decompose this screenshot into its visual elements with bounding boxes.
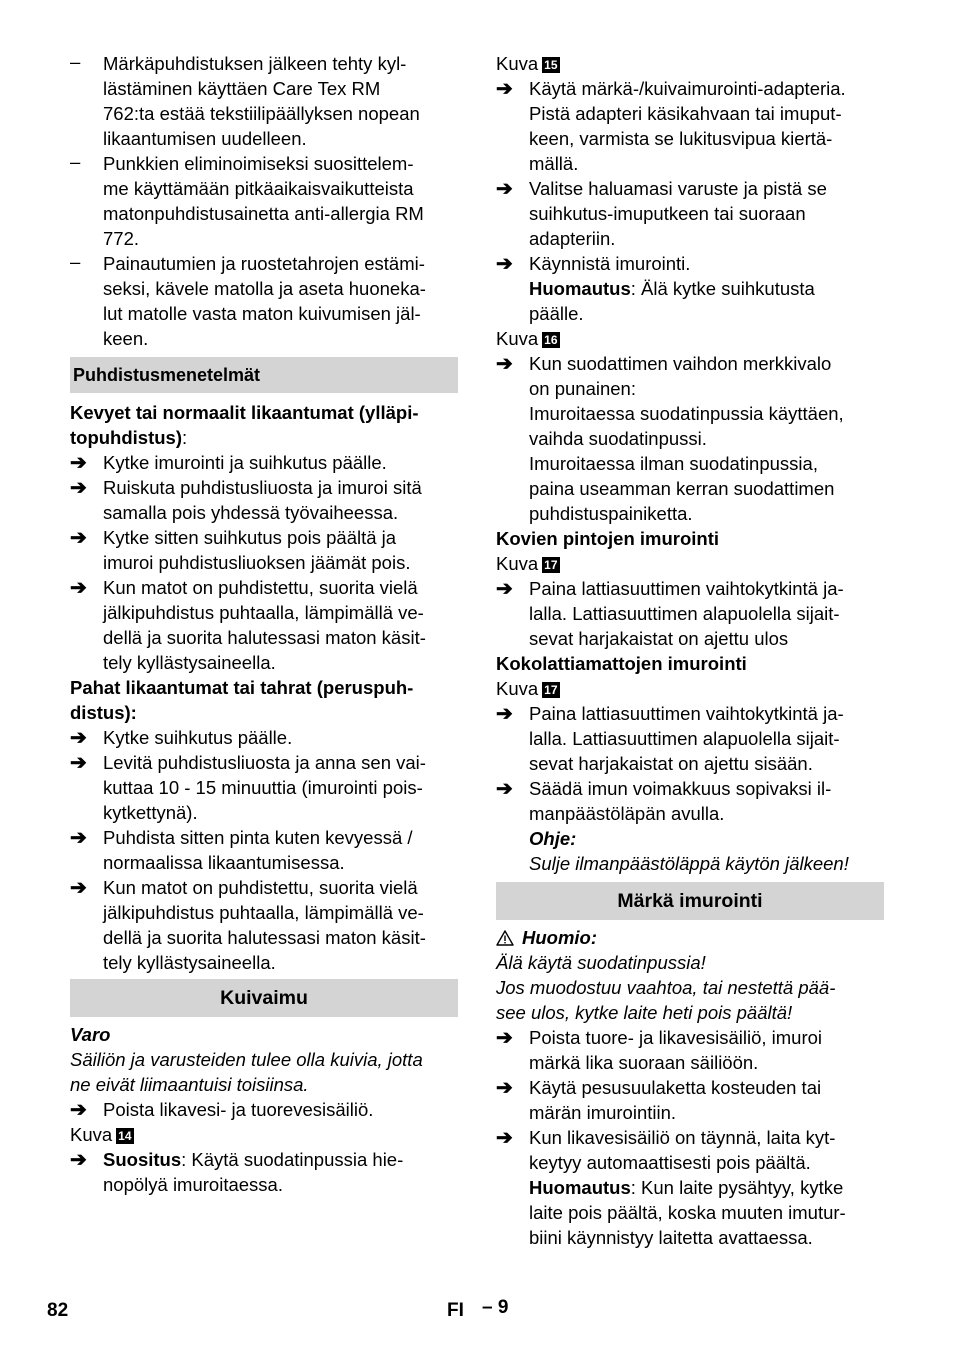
- dash-bullet: –: [70, 151, 81, 172]
- dash-list: [70, 51, 458, 351]
- warning-text: Älä käytä suodatinpussia!: [496, 952, 706, 973]
- figure-number-badge: 17: [544, 558, 558, 572]
- step-item: ➔ Poista tuore- ja likavesisäiliö, imuroi märkä lika suoraan säiliöön.: [496, 1027, 823, 1073]
- light-soiling-heading-cont: topuhdistus):: [70, 427, 188, 448]
- arrow-right-icon: ➔: [496, 778, 513, 800]
- step-item: ➔ Kytke suihkutus päälle.: [70, 727, 293, 749]
- page-number: 82: [47, 1300, 69, 1321]
- section-bar-cleaning-methods: Puhdistusmenetelmät: [70, 357, 458, 393]
- step-item: ➔ Kun suodattimen vaihdon merkkivalo on punainen: Imuroitaessa suodatinpussia käyttäen, vaihda suodatinpussi. Imuroitaessa ilman suodatinpussia, paina useamman kerran suodattimen puhdistuspainiketta.: [496, 353, 844, 524]
- arrow-right-icon: ➔: [496, 1077, 513, 1099]
- arrow-right-icon: ➔: [70, 477, 87, 499]
- warning-text: Jos muodostuu vaahtoa, tai nestettä pää-: [496, 977, 836, 998]
- figure-number-badge: 17: [544, 683, 558, 697]
- right-column: [496, 51, 884, 1250]
- arrow-right-icon: ➔: [70, 877, 87, 899]
- arrow-right-icon: ➔: [70, 727, 87, 749]
- tip-title: Ohje:: [529, 828, 577, 849]
- figure-ref: Kuva 14: [70, 1124, 132, 1145]
- arrow-right-icon: ➔: [496, 703, 513, 725]
- arrow-right-icon: ➔: [496, 1127, 513, 1149]
- figure-ref: Kuva 17: [496, 678, 558, 699]
- figure-number-badge: 14: [118, 1129, 132, 1143]
- hard-floor-heading: Kovien pintojen imurointi: [496, 528, 720, 549]
- light-soiling-heading: Kevyet tai normaalit likaantumat (ylläpi-: [70, 402, 419, 423]
- caution-text: Säiliön ja varusteiden tulee olla kuivia, jotta: [70, 1049, 423, 1070]
- step-item: ➔ Käytä pesusuulaketta kosteuden tai märän imurointiin.: [496, 1077, 822, 1123]
- step-item: ➔ Valitse haluamasi varuste ja pistä se suihkutus-imuputkeen tai suoraan adapteriin.: [496, 178, 827, 249]
- arrow-right-icon: ➔: [70, 452, 87, 474]
- figure-ref: Kuva 15: [496, 53, 558, 74]
- arrow-right-icon: ➔: [496, 178, 513, 200]
- arrow-right-icon: ➔: [70, 1099, 87, 1121]
- arrow-right-icon: ➔: [70, 752, 87, 774]
- step-item: ➔ Kun matot on puhdistettu, suorita vielä jälkipuhdistus puhtaalla, lämpimällä ve- dellä ja suorita halutessasi maton käsit- tely kyllästysaineella.: [70, 877, 426, 973]
- step-item: ➔ Kytke imurointi ja suihkutus päälle.: [70, 452, 387, 474]
- arrow-right-icon: ➔: [496, 1027, 513, 1049]
- figure-ref: Kuva 17: [496, 553, 558, 574]
- carpet-heading: Kokolattiamattojen imurointi: [496, 653, 747, 674]
- section-bar-dry-vacuum: Kuivaimu: [70, 979, 458, 1017]
- step-item: ➔ Paina lattiasuuttimen vaihtokytkintä ja- lalla. Lattiasuuttimen alapuolella sijait- sevat harjakaistat on ajettu sisään.: [496, 703, 844, 774]
- list-item: – Punkkien eliminoimiseksi suosittelem- me käyttämään pitkäaikaisvaikutteista matonpuhdistusainetta anti-allergia RM 772.: [70, 151, 424, 249]
- arrow-right-icon: ➔: [496, 253, 513, 275]
- list-item: – Märkäpuhdistuksen jälkeen tehty kyl- lästäminen käyttäen Care Tex RM 762:ta estää tekstiilipäällyksen nopean likaantumisen uudelleen.: [70, 51, 420, 149]
- section-page-number: – 9: [482, 1297, 509, 1318]
- list-item: – Painautumien ja ruostetahrojen estämi- seksi, kävele matolla ja aseta huoneka- lut matolle vasta maton kuivumisen jäl- keen.: [70, 251, 426, 349]
- step-item: ➔ Levitä puhdistusliuosta ja anna sen vai- kuttaa 10 - 15 minuuttia (imurointi pois- kytkettynä).: [70, 752, 426, 823]
- heavy-soiling-heading: Pahat likaantumat tai tahrat (peruspuh-: [70, 677, 414, 698]
- arrow-right-icon: ➔: [70, 827, 87, 849]
- step-item: ➔ Paina lattiasuuttimen vaihtokytkintä ja- lalla. Lattiasuuttimen alapuolella sijait- sevat harjakaistat on ajettu ulos: [496, 578, 844, 649]
- page-footer: [0, 1297, 954, 1323]
- step-item: ➔ Kun matot on puhdistettu, suorita vielä jälkipuhdistus puhtaalla, lämpimällä ve- dellä ja suorita halutessasi maton käsit- tely kyllästysaineella.: [70, 577, 426, 673]
- arrow-right-icon: ➔: [496, 578, 513, 600]
- step-item: ➔ Ruiskuta puhdistusliuosta ja imuroi sitä samalla pois yhdessä työvaiheessa.: [70, 477, 422, 523]
- figure-ref: Kuva 16: [496, 328, 558, 349]
- step-item: ➔ Suositus: Käytä suodatinpussia hie- nopölyä imuroitaessa.: [70, 1149, 404, 1195]
- step-item: ➔ Puhdista sitten pinta kuten kevyessä / normaalissa likaantumisessa.: [70, 827, 413, 873]
- arrow-right-icon: ➔: [496, 78, 513, 100]
- warning-triangle-icon: [496, 930, 514, 946]
- left-column: [70, 51, 458, 1197]
- step-item: ➔ Poista likavesi- ja tuorevesisäiliö.: [70, 1099, 374, 1121]
- figure-number-badge: 16: [544, 333, 558, 347]
- warning-heading: Huomio:: [496, 925, 884, 950]
- heavy-soiling-heading-cont: distus):: [70, 702, 137, 723]
- arrow-right-icon: ➔: [496, 353, 513, 375]
- language-code: FI: [447, 1300, 464, 1321]
- section-bar-wet-vacuum: Märkä imurointi: [496, 882, 884, 920]
- warning-text: see ulos, kytke laite heti pois päältä!: [496, 1002, 793, 1023]
- dash-bullet: –: [70, 51, 81, 72]
- figure-number-badge: 15: [544, 58, 558, 72]
- arrow-right-icon: ➔: [70, 577, 87, 599]
- dash-bullet: –: [70, 251, 81, 272]
- caution-text: ne eivät liimaantuisi toisiinsa.: [70, 1074, 309, 1095]
- caution-title: Varo: [70, 1024, 111, 1045]
- step-item: ➔ Säädä imun voimakkuus sopivaksi il- manpäästöläpän avulla. Ohje: Sulje ilmanpäästöläppä käytön jälkeen!: [496, 776, 884, 876]
- step-item: ➔ Kytke sitten suihkutus pois päältä ja imuroi puhdistusliuoksen jäämät pois.: [70, 527, 411, 573]
- arrow-right-icon: ➔: [70, 527, 87, 549]
- step-item: ➔ Käytä märkä-/kuivaimurointi-adapteria. Pistä adapteri käsikahvaan tai imuput- keen, varmista se lukitusvipua kiertä- mällä.: [496, 78, 846, 174]
- step-item: ➔ Kun likavesisäiliö on täynnä, laita kyt- keytyy automaattisesti pois päältä. Huomautus: Kun laite pysähtyy, kytke laite pois päältä, koska muuten imutur- biini käynnistyy laitetta avattaessa.: [496, 1127, 846, 1248]
- arrow-right-icon: ➔: [70, 1149, 87, 1171]
- step-item: ➔ Käynnistä imurointi. Huomautus: Älä kytke suihkutusta päälle.: [496, 253, 815, 324]
- tip-text: Sulje ilmanpäästöläppä käytön jälkeen!: [529, 853, 849, 874]
